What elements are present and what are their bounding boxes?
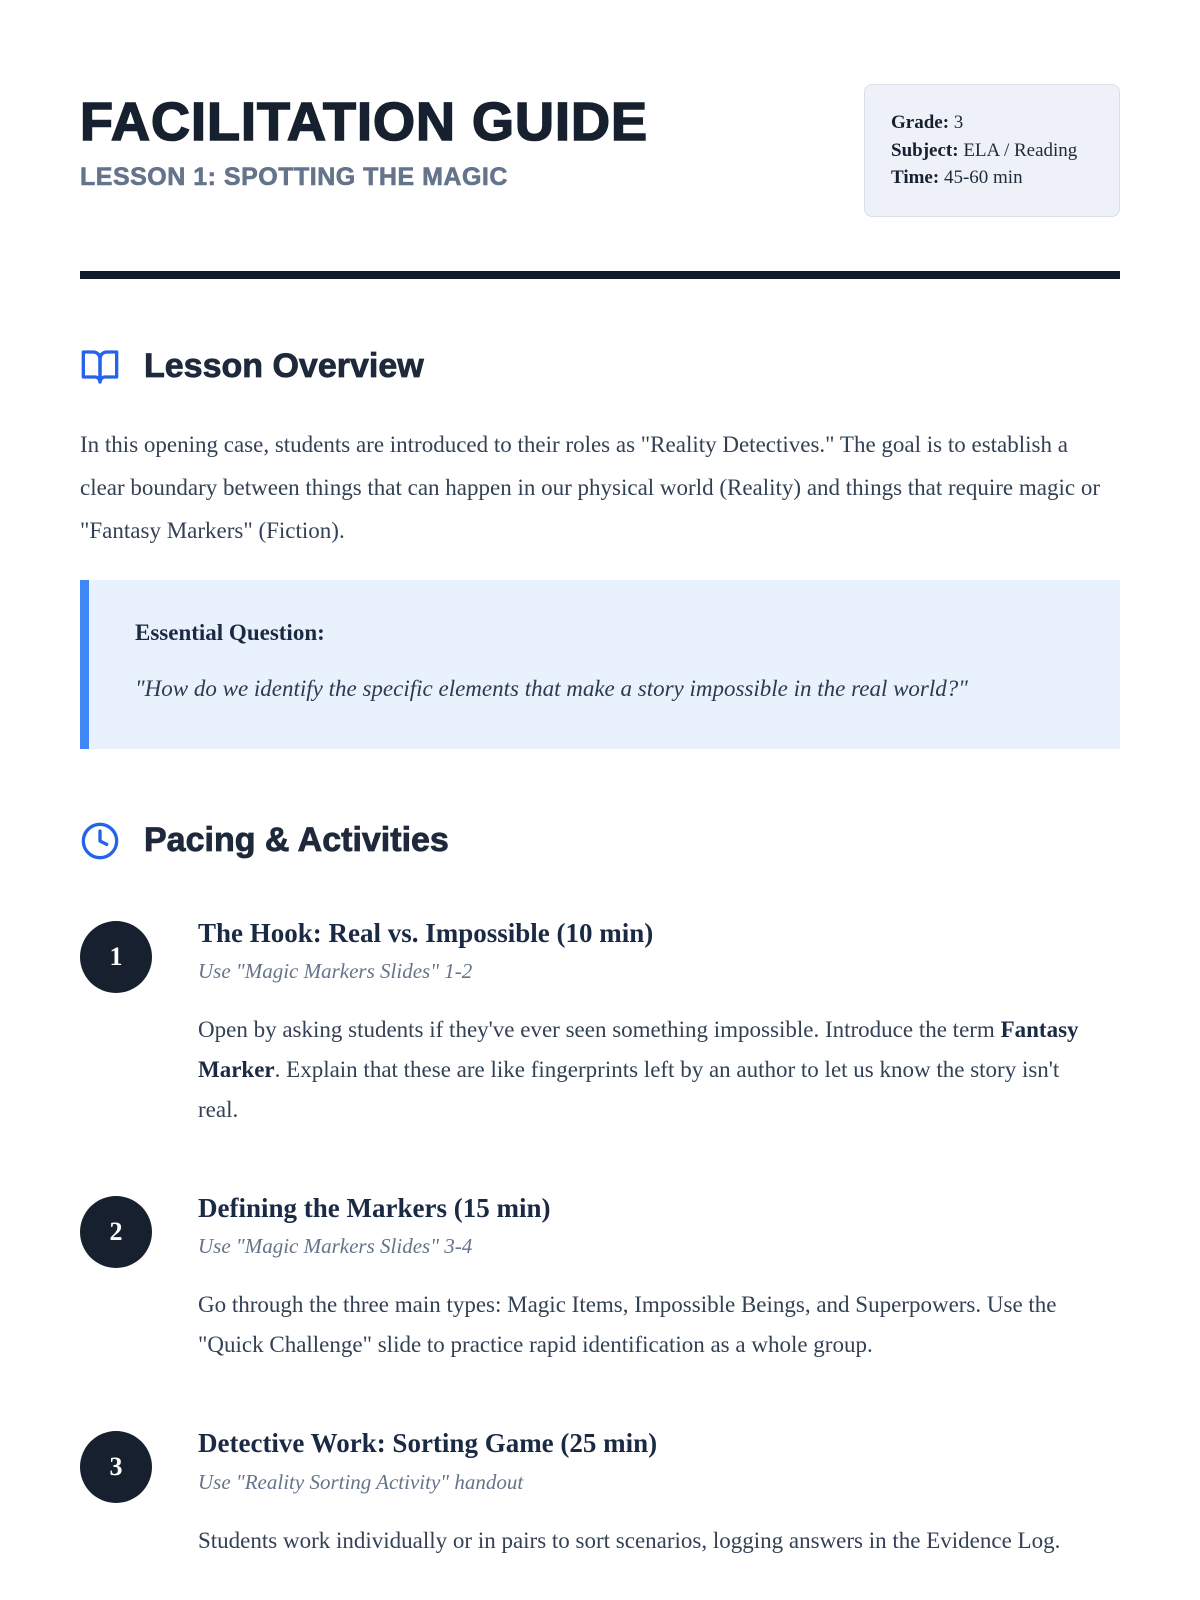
section-title-overview: Lesson Overview [144, 347, 424, 386]
section-heading-overview [80, 347, 1120, 387]
desc-text: Go through the three main types: Magic Items, Impossible Beings, and Superpowers. Use the "Quick Challenge" slide to practice rapid identification as a whole group. [198, 1292, 1057, 1358]
page-title: FACILITATION GUIDE [80, 92, 648, 152]
activity-title: The Hook: Real vs. Impossible (10 min) [198, 917, 654, 948]
activities-list [80, 917, 1120, 1561]
activity-description [198, 1285, 1098, 1365]
document-header [80, 92, 1120, 217]
section-heading-pacing [80, 821, 1120, 861]
activity-resource: Use "Reality Sorting Activity" handout [198, 1469, 524, 1494]
info-grade [891, 109, 1093, 137]
time-label: Time: [891, 167, 940, 189]
book-open-icon [80, 347, 120, 387]
desc-bold-term: Fantasy Marker [198, 1017, 1079, 1083]
desc-text: Open by asking students if they've ever seen something impossible. Introduce the term [198, 1017, 1001, 1043]
activity-resource: Use "Magic Markers Slides" 3-4 [198, 1234, 473, 1259]
grade-label: Grade: [891, 112, 950, 133]
callout-quote: "How do we identify the specific elements that make a story impossible in the real world?" [135, 675, 968, 701]
activity-title: Detective Work: Sorting Game (25 min) [198, 1428, 658, 1459]
subject-value: ELA / Reading [958, 139, 1078, 161]
activity-content [198, 1192, 1098, 1365]
lesson-info-box [864, 84, 1120, 217]
step-number-badge: 2 [80, 1196, 152, 1268]
info-time [891, 164, 1093, 192]
activity-description [198, 1521, 1060, 1561]
step-number-badge: 3 [80, 1431, 152, 1503]
time-value: 45-60 min [939, 167, 1023, 189]
section-title-pacing: Pacing & Activities [144, 821, 449, 860]
activity-title: Defining the Markers (15 min) [198, 1193, 551, 1224]
clock-icon [80, 821, 120, 861]
info-subject [891, 137, 1093, 165]
desc-text: Students work individually or in pairs to sort scenarios, logging answers in the Evidence Log. [198, 1527, 1061, 1553]
activity-content [198, 917, 1098, 1130]
essential-question-callout [80, 580, 1120, 749]
activity-resource: Use "Magic Markers Slides" 1-2 [198, 959, 473, 984]
page-subtitle: LESSON 1: SPOTTING THE MAGIC [80, 162, 508, 191]
desc-text: . Explain that these are like fingerprints left by an author to let us know the story isn't real. [198, 1057, 1060, 1123]
overview-paragraph: In this opening case, students are introduced to their roles as "Reality Detectives." The goal is to establish a clear boundary between things that can happen in our physical world (Reality) and things that require magic or "Fantasy Markers" (Fiction). [80, 431, 1100, 543]
callout-label: Essential Question: [135, 619, 325, 645]
title-block [80, 92, 648, 192]
activity-item-3 [80, 1427, 1120, 1560]
activity-item-2 [80, 1192, 1120, 1365]
header-divider [80, 271, 1120, 279]
subject-label: Subject: [891, 139, 959, 161]
activity-content [198, 1427, 1060, 1560]
activity-item-1 [80, 917, 1120, 1130]
step-number-badge: 1 [80, 921, 152, 993]
activity-description [198, 1010, 1098, 1130]
grade-value: 3 [949, 112, 964, 133]
